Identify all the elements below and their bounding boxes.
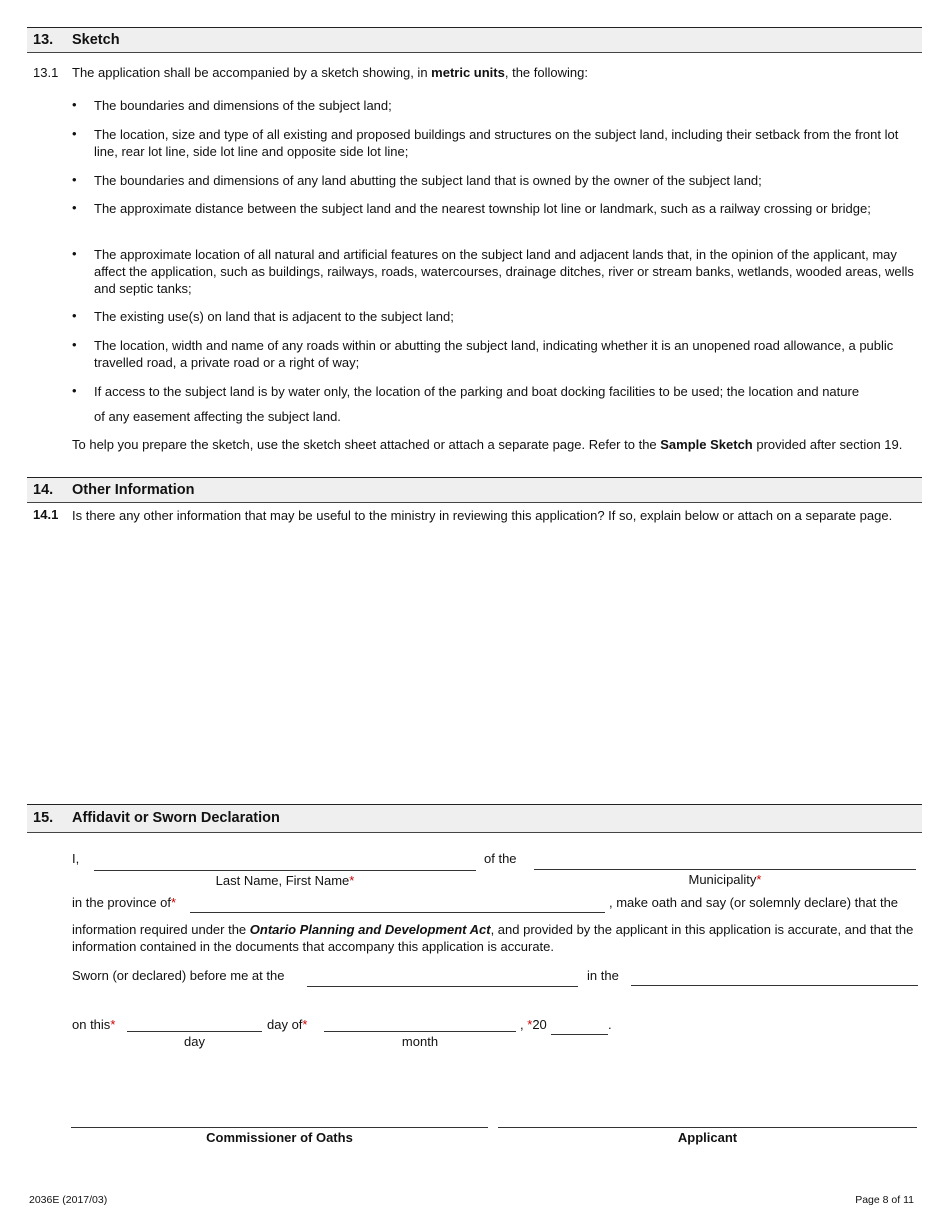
year-prefix: , *20 — [520, 1017, 547, 1032]
bullet-marker: • — [72, 383, 77, 398]
item-14-1-number: 14.1 — [33, 507, 59, 522]
section-15-number: 15. — [33, 810, 54, 826]
declaration-text: information required under the Ontario Planning and Development Act, and provided by the applicant in this application is accurate, and that the information contained in the documents that accompany this application is accurate. — [72, 922, 914, 954]
bullet-marker: • — [72, 172, 77, 187]
required-asterisk: * — [527, 1017, 533, 1032]
sketch-bullet-6: The existing use(s) on land that is adjacent to the subject land; — [94, 309, 454, 324]
sworn-label: Sworn (or declared) before me at the — [72, 968, 285, 983]
oath-text: , make oath and say (or solemnly declare) that the — [609, 895, 899, 910]
form-code: 2036E (2017/03) — [29, 1194, 108, 1206]
applicant-name-field[interactable] — [94, 857, 476, 871]
municipality-field-label: Municipality* — [688, 872, 762, 887]
year-field[interactable] — [551, 1021, 608, 1035]
sketch-bullet-5: The approximate location of all natural and artificial features on the subject land and adjacent lands that, in the opinion of the applicant, may affect the application, such as buildings, railways, roads, watercourses, drainage ditches, river or stream banks, wetlands, wooded areas, wells and septic tanks; — [94, 247, 914, 296]
i-label: I, — [72, 851, 80, 866]
province-field[interactable] — [190, 899, 605, 913]
bullet-marker: • — [72, 97, 77, 112]
section-13-header — [27, 27, 922, 53]
act-name: Ontario Planning and Development Act — [249, 922, 491, 937]
required-asterisk: * — [302, 1017, 308, 1032]
sketch-bullet-3: The boundaries and dimensions of any land abutting the subject land that is owned by the owner of the subject land; — [94, 173, 762, 188]
bullet-marker: • — [72, 200, 77, 215]
applicant-label: Applicant — [677, 1130, 738, 1145]
item-14-1-question: Is there any other information that may be useful to the ministry in reviewing this application? If so, explain below or attach on a separate page. — [72, 508, 893, 523]
name-field-label: Last Name, First Name* — [215, 873, 355, 888]
day-field-label: day — [184, 1034, 205, 1049]
other-information-textarea[interactable] — [70, 546, 924, 800]
sample-sketch-emphasis: Sample Sketch — [660, 437, 753, 452]
section-13-number: 13. — [33, 32, 54, 48]
sketch-bullet-2: The location, size and type of all existing and proposed buildings and structures on the subject land, including their setback from the front lot line, rear lot line, side lot line and opposite side lot line; — [94, 127, 899, 159]
section-15-header — [27, 804, 922, 833]
in-the-label: in the — [587, 968, 619, 983]
sketch-bullet-4: The approximate distance between the subject land and the nearest township lot line or landmark, such as a railway crossing or bridge; — [94, 201, 871, 216]
section-13-title: Sketch — [72, 32, 120, 48]
sketch-bullet-8: If access to the subject land is by water only, the location of the parking and boat docking facilities to be used; the location and nature — [94, 384, 860, 399]
period: . — [608, 1017, 612, 1032]
day-field[interactable] — [127, 1018, 262, 1032]
bullet-marker: • — [72, 337, 77, 352]
required-asterisk: * — [110, 1017, 116, 1032]
province-label: in the province of* — [72, 895, 177, 910]
item-13-1-intro: The application shall be accompanied by a sketch showing, in metric units, the following: — [72, 65, 588, 80]
commissioner-signature-line[interactable] — [71, 1127, 488, 1128]
sworn-in-field[interactable] — [631, 972, 918, 986]
sketch-bullet-7: The location, width and name of any roads within or abutting the subject land, indicating whether it is an unopened road allowance, a public travelled road, a private road or a right of way; — [94, 338, 894, 370]
section-15-title: Affidavit or Sworn Declaration — [72, 810, 280, 826]
required-asterisk: * — [756, 872, 762, 887]
sketch-bullet-1: The boundaries and dimensions of the subject land; — [94, 98, 392, 113]
commissioner-label: Commissioner of Oaths — [206, 1130, 353, 1145]
on-this-label: on this* — [72, 1017, 116, 1032]
month-field[interactable] — [324, 1018, 516, 1032]
sketch-bullet-8-continued: of any easement affecting the subject land. — [94, 409, 341, 424]
sketch-help-text: To help you prepare the sketch, use the sketch sheet attached or attach a separate page. Refer to the Sample Sketch provided after section 19. — [72, 437, 903, 452]
month-field-label: month — [401, 1034, 439, 1049]
section-14-number: 14. — [33, 482, 54, 498]
municipality-field[interactable] — [534, 856, 916, 870]
day-of-label: day of* — [267, 1017, 308, 1032]
sworn-at-field[interactable] — [307, 973, 578, 987]
bullet-marker: • — [72, 308, 77, 323]
required-asterisk: * — [171, 895, 177, 910]
page-number: Page 8 of 11 — [855, 1194, 914, 1206]
applicant-signature-line[interactable] — [498, 1127, 917, 1128]
of-the-label: of the — [484, 851, 517, 866]
section-14-header — [27, 477, 922, 503]
metric-units-emphasis: metric units — [431, 65, 505, 80]
section-14-title: Other Information — [72, 482, 195, 498]
bullet-marker: • — [72, 126, 77, 141]
required-asterisk: * — [349, 873, 355, 888]
bullet-marker: • — [72, 246, 77, 261]
item-13-1-number: 13.1 — [33, 65, 59, 80]
